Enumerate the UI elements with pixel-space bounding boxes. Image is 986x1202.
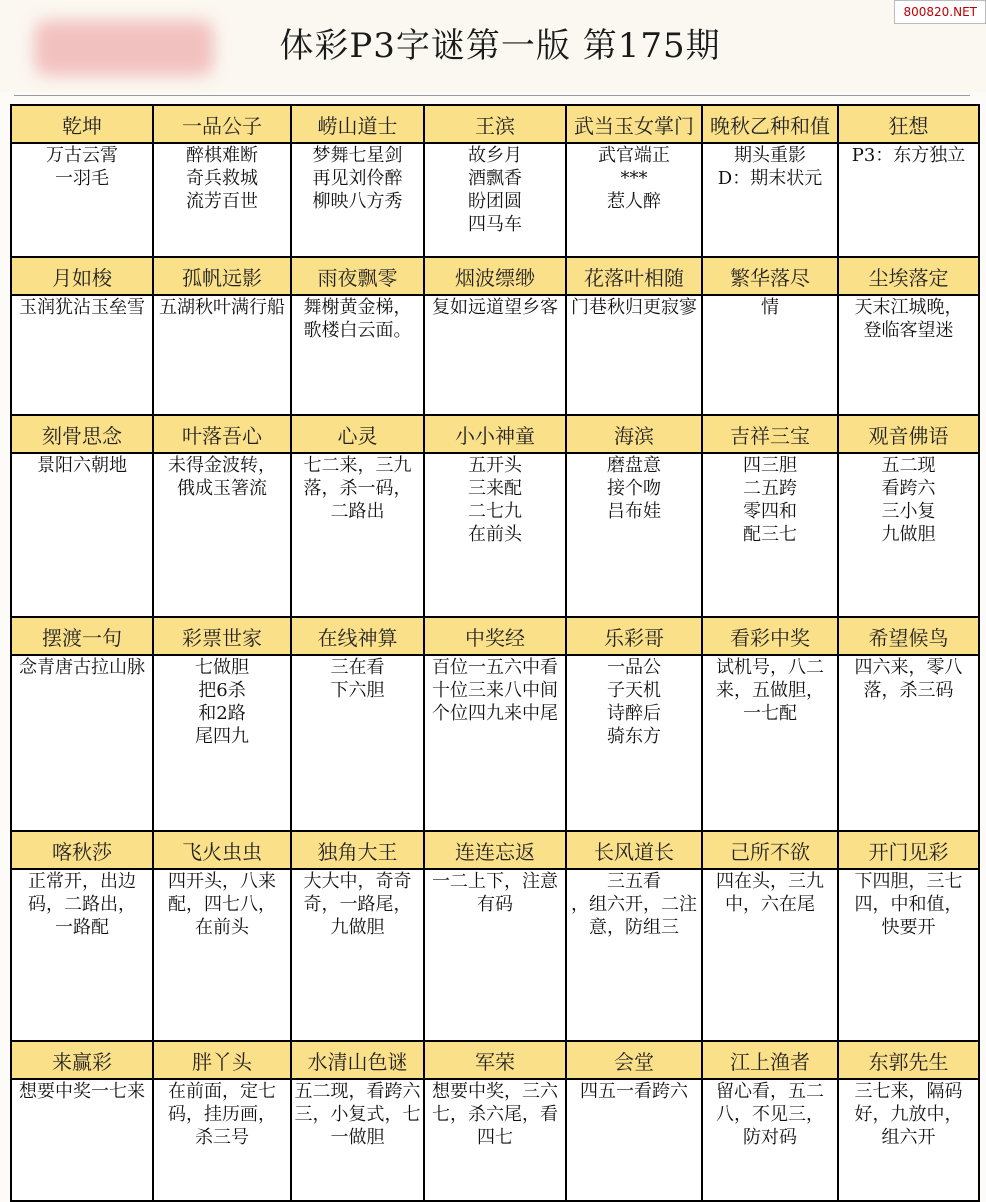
- column-header: 一品公子: [153, 105, 291, 143]
- column-header: 独角大王: [291, 831, 424, 869]
- riddle-text: 下四胆，三七四，中和值， 快要开: [854, 871, 963, 938]
- header-row: [11, 257, 979, 295]
- riddle-text: 三七来，隔码好，九放中， 组六开: [854, 1081, 963, 1148]
- riddle-cell: [153, 295, 291, 415]
- riddle-text: 五湖秋叶满行船: [159, 297, 285, 318]
- riddle-cell: [291, 143, 424, 257]
- riddle-cell: [702, 1079, 838, 1201]
- riddle-text: 梦舞七星剑 再见刘伶醉 柳映八方秀: [312, 145, 403, 212]
- riddle-cell: [11, 1079, 153, 1201]
- riddle-cell: [702, 453, 838, 617]
- column-header: 烟波缥缈: [424, 257, 566, 295]
- riddle-cell: [702, 143, 838, 257]
- riddle-cell: [11, 295, 153, 415]
- column-header: 连连忘返: [424, 831, 566, 869]
- riddle-cell: [291, 655, 424, 831]
- riddle-cell: [11, 655, 153, 831]
- column-header: 江上渔者: [702, 1041, 838, 1079]
- column-header: 希望候鸟: [838, 617, 979, 655]
- riddle-text: 五二现，看跨六三，小复式，七一做胆: [294, 1081, 421, 1148]
- riddle-cell: [838, 143, 979, 257]
- column-header: 尘埃落定: [838, 257, 979, 295]
- riddle-text: 七二来，三九落，杀一码， 二路出: [303, 455, 412, 522]
- column-header: 中奖经: [424, 617, 566, 655]
- riddle-text: 一二上下，注意有码: [432, 871, 558, 915]
- header-row: [11, 831, 979, 869]
- column-header: 崂山道士: [291, 105, 424, 143]
- riddle-cell: [424, 1079, 566, 1201]
- riddle-cell: [566, 869, 702, 1041]
- column-header: 刻骨思念: [11, 415, 153, 453]
- column-header: 在线神算: [291, 617, 424, 655]
- column-header: 会堂: [566, 1041, 702, 1079]
- riddle-text: 磨盘意 接个吻 吕布娃: [607, 455, 661, 522]
- column-header: 海滨: [566, 415, 702, 453]
- riddle-cell: [566, 453, 702, 617]
- header-row: [11, 105, 979, 143]
- header-row: [11, 1041, 979, 1079]
- column-header: 叶落吾心: [153, 415, 291, 453]
- column-header: 孤帆远影: [153, 257, 291, 295]
- header-divider: [14, 95, 970, 96]
- column-header: 乾坤: [11, 105, 153, 143]
- riddle-cell: [424, 453, 566, 617]
- column-header: 胖丫头: [153, 1041, 291, 1079]
- column-header: 水清山色谜: [291, 1041, 424, 1079]
- riddle-text: 试机号，八二来，五做胆， 一七配: [716, 657, 824, 724]
- riddle-text: 门巷秋归更寂寥: [571, 297, 697, 318]
- riddle-text: 正常开，出边码，二路出， 一路配: [28, 871, 136, 938]
- riddle-text: 三五看 ，组六开，二注意，防组三: [571, 871, 697, 938]
- column-header: 喀秋莎: [11, 831, 153, 869]
- riddle-cell: [291, 1079, 424, 1201]
- riddle-cell: [838, 655, 979, 831]
- riddle-text: 醉棋难断 奇兵救城 流芳百世: [186, 145, 258, 212]
- riddle-text: 想要中奖，三六七，杀六尾，看四七: [432, 1081, 558, 1148]
- riddle-text: 故乡月 酒飘香 盼团圆 四马车: [468, 145, 522, 235]
- header-row: [11, 617, 979, 655]
- riddle-cell: [291, 869, 424, 1041]
- riddle-text: 在前面，定七码，挂历画， 杀三号: [168, 1081, 276, 1148]
- content-row: [11, 295, 979, 415]
- column-header: 开门见彩: [838, 831, 979, 869]
- riddle-cell: [566, 143, 702, 257]
- content-row: [11, 453, 979, 617]
- column-header: 狂想: [838, 105, 979, 143]
- riddle-cell: [566, 295, 702, 415]
- riddle-cell: [11, 453, 153, 617]
- riddle-cell: [838, 295, 979, 415]
- riddle-cell: [566, 1079, 702, 1201]
- riddle-cell: [153, 655, 291, 831]
- riddle-text: 一品公 子天机 诗醉后 骑东方: [607, 657, 661, 747]
- riddle-text: 五二现 看跨六 三小复 九做胆: [881, 455, 936, 545]
- riddle-cell: [153, 869, 291, 1041]
- riddle-cell: [838, 1079, 979, 1201]
- content-row: [11, 655, 979, 831]
- column-header: 小小神童: [424, 415, 566, 453]
- column-header: 雨夜飘零: [291, 257, 424, 295]
- riddle-text: 四六来，零八落，杀三码: [854, 657, 963, 701]
- riddle-cell: [566, 655, 702, 831]
- riddle-cell: [702, 295, 838, 415]
- riddle-text: 武官端正 *** 惹人醉: [598, 145, 670, 212]
- column-header: 飞火虫虫: [153, 831, 291, 869]
- column-header: 乐彩哥: [566, 617, 702, 655]
- riddle-text: 四五一看跨六: [580, 1081, 688, 1102]
- riddle-text: 期头重影 D：期末状元: [717, 145, 823, 189]
- content-row: [11, 143, 979, 257]
- column-header: 看彩中奖: [702, 617, 838, 655]
- riddle-text: 景阳六朝地: [37, 455, 127, 476]
- column-header: 王滨: [424, 105, 566, 143]
- riddle-cell: [838, 453, 979, 617]
- column-header: 长风道长: [566, 831, 702, 869]
- riddle-text: P3：东方独立: [851, 145, 966, 166]
- column-header: 彩票世家: [153, 617, 291, 655]
- riddle-text: 大大中，奇奇奇，一路尾， 九做胆: [303, 871, 412, 938]
- column-header: 摆渡一句: [11, 617, 153, 655]
- riddle-text: 五开头 三来配 二七九 在前头: [468, 455, 522, 545]
- riddle-cell: [153, 143, 291, 257]
- riddle-cell: [424, 143, 566, 257]
- riddle-cell: [291, 295, 424, 415]
- riddle-text: 百位一五六中看 十位三来八中间 个位四九来中尾: [432, 657, 558, 724]
- header-row: [11, 415, 979, 453]
- riddle-cell: [702, 655, 838, 831]
- riddle-cell: [424, 655, 566, 831]
- riddle-table: [10, 104, 980, 1202]
- riddle-text: 四三胆 二五跨 零四和 配三七: [743, 455, 797, 545]
- riddle-cell: [702, 869, 838, 1041]
- riddle-cell: [153, 1079, 291, 1201]
- riddle-text: 复如远道望乡客: [432, 297, 558, 318]
- column-header: 月如梭: [11, 257, 153, 295]
- riddle-text: 四在头，三九中，六在尾: [716, 871, 824, 915]
- column-header: 心灵: [291, 415, 424, 453]
- riddle-text: 未得金波转， 俄成玉箸流: [168, 455, 276, 499]
- riddle-cell: [424, 295, 566, 415]
- page-title: 体彩P3字谜第一版 第175期: [279, 26, 721, 66]
- column-header: 繁华落尽: [702, 257, 838, 295]
- column-header: 军荣: [424, 1041, 566, 1079]
- riddle-text: 三在看 下六胆: [330, 657, 385, 701]
- site-watermark: 800820.NET: [894, 0, 986, 24]
- column-header: 武当玉女掌门: [566, 105, 702, 143]
- riddle-cell: [11, 869, 153, 1041]
- column-header: 晚秋乙种和值: [702, 105, 838, 143]
- riddle-text: 万古云霄 一羽毛: [46, 145, 118, 189]
- page-header: [0, 0, 986, 92]
- column-header: 吉祥三宝: [702, 415, 838, 453]
- riddle-cell: [291, 453, 424, 617]
- riddle-cell: [153, 453, 291, 617]
- riddle-text: 七做胆 把6杀 和2路 尾四九: [195, 657, 249, 747]
- riddle-cell: [424, 869, 566, 1041]
- column-header: 观音佛语: [838, 415, 979, 453]
- riddle-cell: [838, 869, 979, 1041]
- riddle-text: 念青唐古拉山脉: [19, 657, 145, 678]
- riddle-text: 四开头，八来配，四七八， 在前头: [168, 871, 276, 938]
- riddle-text: 玉润犹沾玉垒雪: [19, 297, 145, 318]
- riddle-text: 天末江城晚， 登临客望迷: [854, 297, 963, 341]
- riddle-text: 留心看，五二八，不见三， 防对码: [716, 1081, 824, 1148]
- content-row: [11, 869, 979, 1041]
- column-header: 来赢彩: [11, 1041, 153, 1079]
- riddle-text: 想要中奖一七来: [19, 1081, 145, 1102]
- riddle-text: 舞榭黄金梯， 歌楼白云面。: [303, 297, 412, 341]
- content-row: [11, 1079, 979, 1201]
- riddle-text: 情: [761, 297, 779, 318]
- column-header: 己所不欲: [702, 831, 838, 869]
- riddle-cell: [11, 143, 153, 257]
- column-header: 花落叶相随: [566, 257, 702, 295]
- blurred-logo: [34, 20, 214, 76]
- column-header: 东郭先生: [838, 1041, 979, 1079]
